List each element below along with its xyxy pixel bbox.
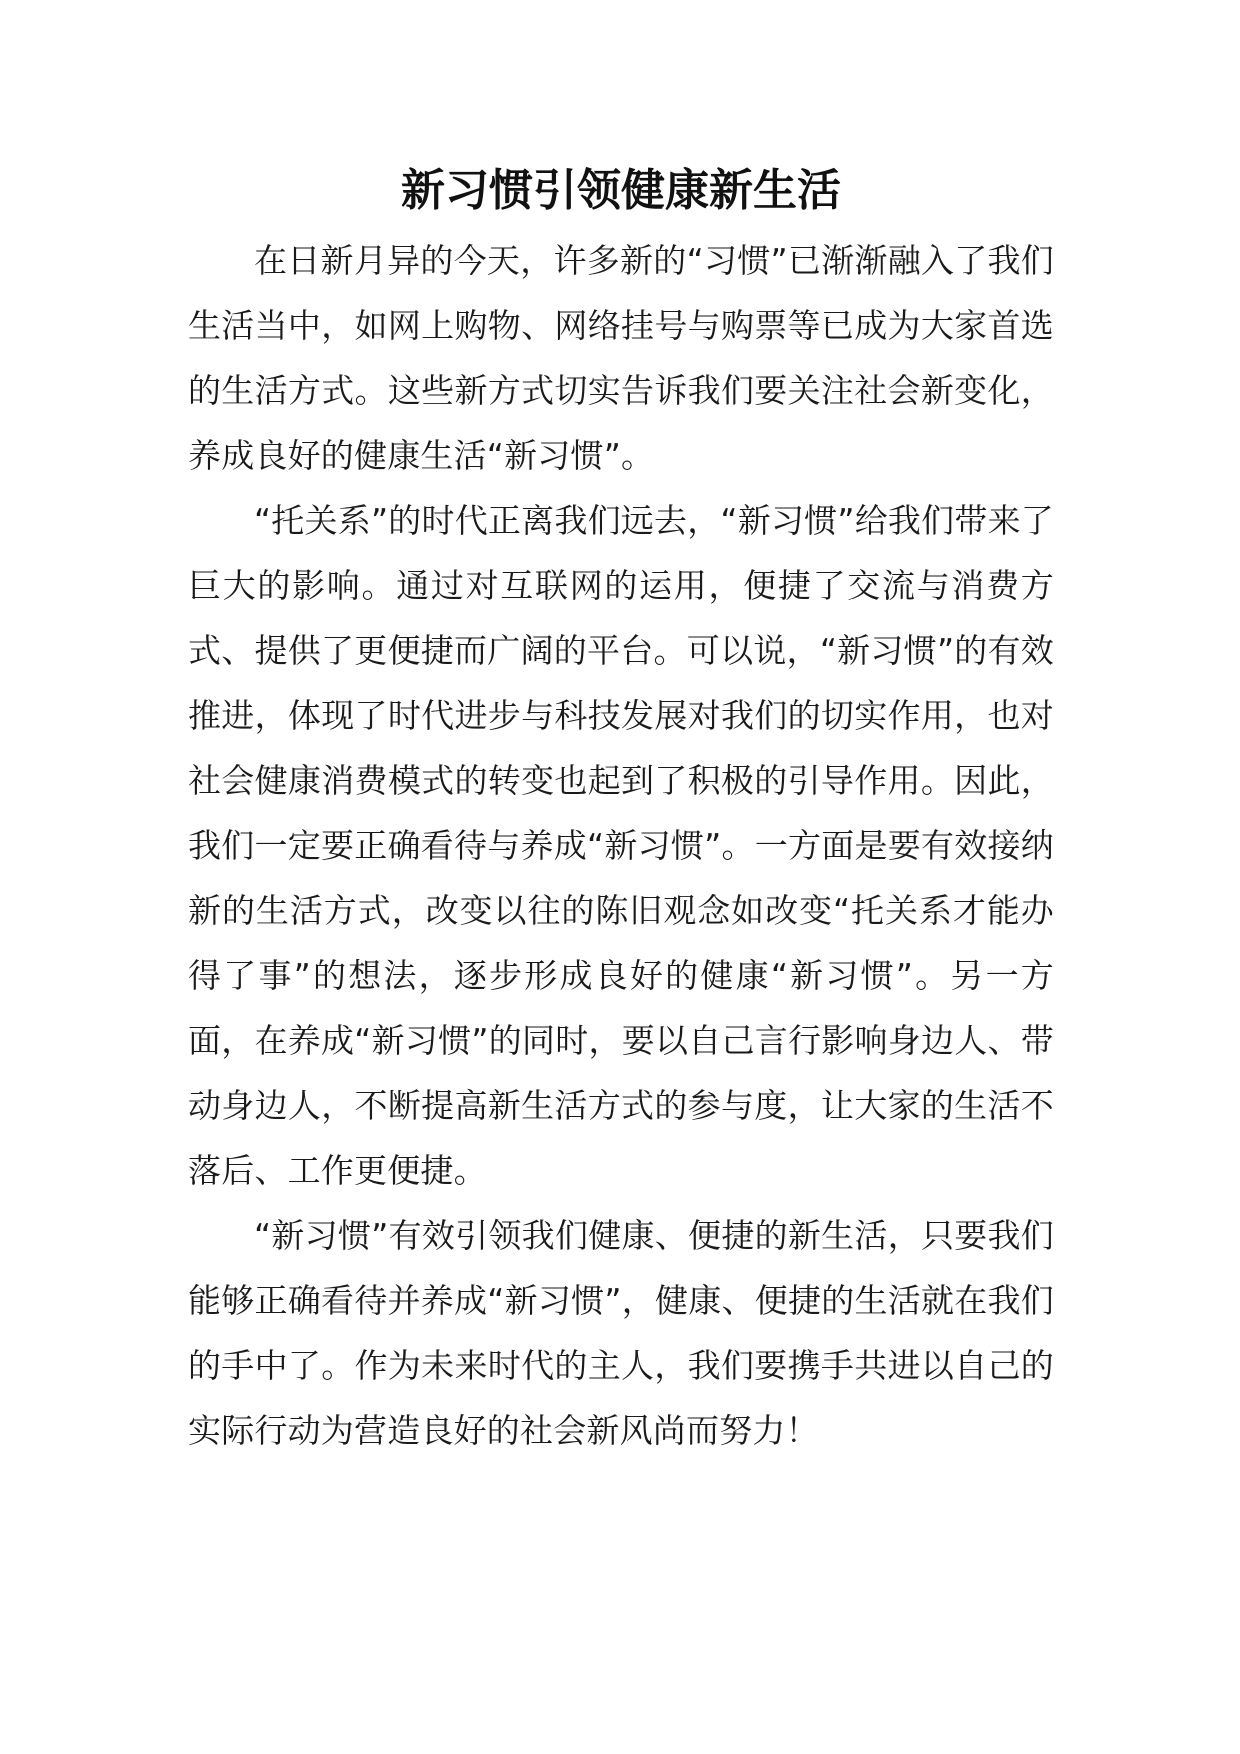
document-title: 新习惯引领健康新生活 [401,165,841,216]
document-page [188,160,1054,1463]
paragraph-1: 在日新月异的今天，许多新的“习惯”已渐渐融入了我们生活当中，如网上购物、网络挂号与购票等已成为大家首选的生活方式。这些新方式切实告诉我们要关注社会新变化，养成良好的健康生活“新习惯”。 [188,241,1054,475]
paragraph-2: “托关系”的时代正离我们远去，“新习惯”给我们带来了巨大的影响。通过对互联网的运用，便捷了交流与消费方式、提供了更便捷而广阔的平台。可以说，“新习惯”的有效推进，体现了时代进步与科技发展对我们的切实作用，也对社会健康消费模式的转变也起到了积极的引导作用。因此，我们一定要正确看待与养成“新习惯”。一方面是要有效接纳新的生活方式，改变以往的陈旧观念如改变“托关系才能办得了事”的想法，逐步形成良好的健康“新习惯”。另一方面，在养成“新习惯”的同时，要以自己言行影响身边人、带动身边人，不断提高新生活方式的参与度，让大家的生活不落后、工作更便捷。 [188,501,1054,1190]
paragraph-3: “新习惯”有效引领我们健康、便捷的新生活，只要我们能够正确看待并养成“新习惯”，健康、便捷的生活就在我们的手中了。作为未来时代的主人，我们要携手共进以自己的实际行动为营造良好的社会新风尚而努力！ [188,1216,1054,1450]
